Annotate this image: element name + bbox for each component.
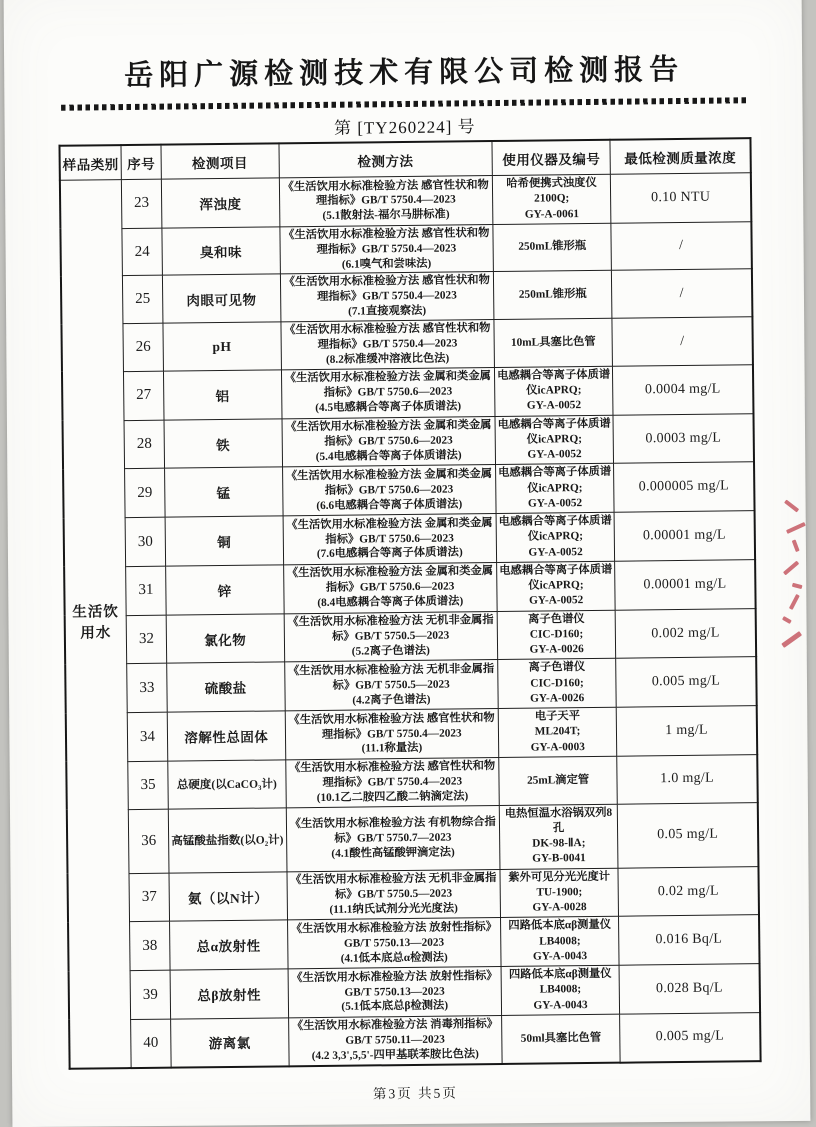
instrument-line: 2100Q; <box>534 192 570 205</box>
instrument-line: 四路低本底αβ测量仪 <box>508 919 612 933</box>
method-clause: (6.6电感耦合等离子体质谱法) <box>316 498 463 512</box>
instrument-cell <box>495 415 614 465</box>
instrument-line: GY-A-0061 <box>524 207 580 221</box>
instrument-line: 电感耦合等离子体质谱 <box>499 563 613 577</box>
instrument-line: ML204T; <box>534 725 581 739</box>
table-row <box>63 462 754 518</box>
column-header-test-item: 检测项目 <box>161 143 279 179</box>
item-cell: 氨（以N计） <box>169 871 287 921</box>
method-clause: (4.1酸性高锰酸钾滴定法) <box>331 846 455 860</box>
method-standard: 《生活饮用水标准检验方法 放射性指标》GB/T 5750.13—2023 <box>291 969 498 999</box>
column-header-instrument: 使用仪器及编号 <box>492 140 611 176</box>
detection-limit-cell: 1 mg/L <box>616 706 757 756</box>
row-number-cell: 40 <box>131 1019 172 1068</box>
instrument-cell <box>500 868 619 918</box>
method-cell <box>281 367 495 418</box>
instrument-line: 电感耦合等离子体质谱 <box>498 514 612 529</box>
instrument-line: GY-A-0026 <box>530 691 585 705</box>
detection-limit-cell: 0.0004 mg/L <box>613 365 754 415</box>
instrument-line: GY-B-0041 <box>532 852 586 866</box>
instrument-line: LB4008; <box>539 983 582 996</box>
row-number-cell: 29 <box>125 469 166 518</box>
method-clause: (5.2离子色谱法) <box>351 644 430 658</box>
item-cell: 铝 <box>164 370 282 420</box>
method-cell <box>280 320 494 370</box>
instrument-cell <box>498 707 617 757</box>
instrument-cell <box>492 174 611 224</box>
method-standard: 《生活饮用水标准检验方法 感官性状和物理指标》GB/T 5750.4—2023 <box>284 322 491 352</box>
instrument-line: CIC-D160; <box>530 676 584 690</box>
row-number-cell: 33 <box>127 664 168 713</box>
row-number-cell: 26 <box>123 323 164 371</box>
detection-limit-cell: / <box>611 221 752 270</box>
instrument-cell <box>493 223 612 272</box>
method-cell <box>288 967 502 1018</box>
item-cell: 肉眼可见物 <box>162 274 280 323</box>
instrument-line: 250mL锥形瓶 <box>518 288 587 301</box>
instrument-line: 50ml具塞比色管 <box>520 1031 602 1045</box>
method-standard: 《生活饮用水标准检验方法 金属和类金属指标》GB/T 5750.6—2023 <box>285 467 493 497</box>
page-footer: 第3页 共5页 <box>372 1085 458 1101</box>
instrument-line: GY-A-0052 <box>527 448 582 461</box>
table-row <box>64 511 755 567</box>
method-cell <box>283 562 497 613</box>
method-clause: (4.5电感耦合等离子体质谱法) <box>315 400 462 415</box>
method-clause: (7.1直接观察法) <box>347 305 427 318</box>
method-standard: 《生活饮用水标准检验方法 感官性状和物理指标》GB/T 5750.4—2023 <box>288 711 495 741</box>
method-standard: 《生活饮用水标准检验方法 金属和类金属指标》GB/T 5750.6—2023 <box>284 370 491 400</box>
item-cell: 游离氯 <box>171 1018 289 1068</box>
report-number: 第 [TY260224] 号 <box>333 117 476 138</box>
instrument-cell <box>494 366 613 416</box>
detection-limit-cell: 1.0 mg/L <box>617 755 758 804</box>
row-number-cell: 23 <box>121 179 162 228</box>
row-number-cell: 36 <box>128 809 169 873</box>
sample-category-cell: 生活饮用水 <box>60 180 131 1069</box>
method-standard: 《生活饮用水标准检验方法 感官性状和物理指标》GB/T 5750.4—2023 <box>283 274 490 304</box>
row-number-cell: 24 <box>122 228 163 276</box>
method-standard: 《生活饮用水标准检验方法 金属和类金属指标》GB/T 5750.6—2023 <box>286 516 493 546</box>
row-number-cell: 32 <box>126 615 167 664</box>
report-content <box>2 0 812 1106</box>
table-row <box>63 413 754 469</box>
table-row <box>64 560 755 616</box>
method-standard: 《生活饮用水标准检验方法 消毒剂指标》GB/T 5750.11—2023 <box>291 1017 499 1047</box>
method-clause: (5.1低本底总β检测法) <box>341 1000 449 1014</box>
method-cell <box>288 1015 502 1066</box>
detection-limit-cell: 0.016 Bq/L <box>619 915 760 965</box>
table-row <box>69 1013 760 1069</box>
detection-limit-cell: 0.005 mg/L <box>620 1013 761 1063</box>
method-clause: (11.1纳氏试剂分光光度法) <box>329 902 458 916</box>
instrument-line: 电感耦合等离子体质谱 <box>498 466 612 480</box>
instrument-line: 四路低本底αβ测量仪 <box>508 967 612 982</box>
instrument-line: 电子天平 <box>534 710 581 723</box>
item-cell: 硫酸盐 <box>167 662 285 712</box>
table-row <box>62 365 753 421</box>
row-number-cell: 31 <box>126 566 167 615</box>
detection-limit-cell: 0.10 NTU <box>611 173 752 223</box>
detection-limit-cell: 0.00001 mg/L <box>614 511 755 561</box>
instrument-cell <box>496 512 615 562</box>
instrument-line: GY-A-0003 <box>530 740 585 754</box>
instrument-cell <box>502 1014 621 1064</box>
instrument-line: 电感耦合等离子体质谱 <box>497 417 611 431</box>
row-number-cell: 25 <box>122 276 163 324</box>
instrument-line: LB4008; <box>539 934 581 948</box>
instrument-line: DK-98-ⅡA; <box>532 837 586 850</box>
instrument-line: GY-A-0026 <box>529 643 584 656</box>
instrument-line: 电感耦合等离子体质谱 <box>497 368 611 382</box>
instrument-line: 250mL锥形瓶 <box>518 240 587 254</box>
row-number-cell: 38 <box>130 922 171 971</box>
method-cell <box>285 757 499 807</box>
instrument-line: GY-A-0028 <box>532 901 587 914</box>
method-clause: (5.1散射法-福尔马肼标准) <box>322 208 450 223</box>
table-body <box>60 173 761 1069</box>
method-clause: (4.2离子色谱法) <box>352 693 431 707</box>
instrument-line: 离子色谱仪 <box>528 612 585 626</box>
table-row <box>60 173 751 229</box>
table-row <box>68 915 759 971</box>
detection-limit-cell: 0.00001 mg/L <box>615 560 756 610</box>
method-clause: (6.1嗅气和尝味法) <box>341 257 432 271</box>
method-cell <box>284 611 498 662</box>
instrument-cell <box>501 965 620 1015</box>
instrument-line: 紫外可见分光光度计 <box>508 870 611 884</box>
table-row <box>61 317 752 372</box>
method-clause: (4.2 3,3',5,5'-四甲基联苯胺比色法) <box>311 1047 479 1062</box>
method-clause: (7.6电感耦合等离子体质谱法) <box>316 546 463 561</box>
method-standard: 《生活饮用水标准检验方法 有机物综合指标》GB/T 5750.7—2023 <box>289 815 496 845</box>
instrument-cell <box>501 917 620 967</box>
row-number-cell: 37 <box>129 873 170 922</box>
test-table <box>58 137 761 1069</box>
instrument-cell <box>497 610 616 660</box>
method-standard: 《生活饮用水标准检验方法 无机非金属指标》GB/T 5750.5—2023 <box>290 872 497 901</box>
method-standard: 《生活饮用水标准检验方法 放射性指标》GB/T 5750.13—2023 <box>290 920 498 950</box>
instrument-line: TU-1900; <box>536 885 583 899</box>
row-number-cell: 30 <box>125 517 166 566</box>
item-cell: 铜 <box>165 516 283 566</box>
item-cell: 锌 <box>166 565 284 615</box>
item-cell: pH <box>163 322 281 371</box>
instrument-line: 仪icAPRQ; <box>526 432 583 446</box>
column-header-sample-category: 样品类别 <box>59 145 121 180</box>
instrument-cell <box>494 318 613 367</box>
detection-limit-cell: 0.028 Bq/L <box>619 964 760 1014</box>
dotted-divider <box>62 97 748 111</box>
table-row <box>65 608 756 664</box>
instrument-line: 电热恒温水浴锅双列8孔 <box>504 806 613 835</box>
instrument-line: 仪icAPRQ; <box>527 530 584 544</box>
detection-limit-cell: 0.002 mg/L <box>615 608 756 658</box>
instrument-cell <box>499 804 618 869</box>
method-clause: (8.2标准缓冲溶液比色法) <box>325 352 450 366</box>
row-number-cell: 39 <box>130 970 171 1019</box>
detection-limit-cell: 0.02 mg/L <box>618 866 759 916</box>
method-clause: (5.4电感耦合等离子体质谱法) <box>315 449 462 463</box>
instrument-line: 仪icAPRQ; <box>528 579 584 592</box>
method-clause: (11.1称量法) <box>361 742 423 755</box>
instrument-cell <box>498 659 617 709</box>
paper-sheet <box>4 0 811 1127</box>
method-clause: (4.1低本底总α检测法) <box>340 951 448 965</box>
item-cell: 臭和味 <box>162 227 280 276</box>
row-number-cell: 28 <box>124 420 165 469</box>
method-standard: 《生活饮用水标准检验方法 感官性状和物理指标》GB/T 5750.4—2023 <box>283 226 490 256</box>
column-header-serial-no: 序号 <box>121 145 161 180</box>
page-title: 岳阳广源检测技术有限公司检测报告 <box>124 53 685 93</box>
method-cell <box>283 514 497 565</box>
detection-limit-cell: 0.005 mg/L <box>616 657 757 707</box>
row-number-cell: 27 <box>123 371 164 420</box>
table-row <box>66 706 757 762</box>
method-cell <box>287 869 501 920</box>
instrument-line: GY-A-0043 <box>532 949 588 963</box>
method-cell <box>282 416 496 467</box>
method-cell <box>279 224 493 274</box>
instrument-line: 离子色谱仪 <box>528 661 586 675</box>
method-clause: (8.4电感耦合等离子体质谱法) <box>317 595 464 610</box>
column-header-test-method: 检测方法 <box>278 141 492 178</box>
instrument-line: 25mL滴定管 <box>526 773 590 787</box>
instrument-line: GY-A-0052 <box>527 496 583 510</box>
row-number-cell: 35 <box>128 761 169 809</box>
item-cell: 溶解性总固体 <box>167 711 285 761</box>
row-number-cell: 34 <box>127 712 168 761</box>
method-standard: 《生活饮用水标准检验方法 金属和类金属指标》GB/T 5750.6—2023 <box>286 565 494 595</box>
instrument-line: 哈希便携式浊度仪 <box>506 176 597 190</box>
table-row <box>67 866 758 922</box>
instrument-line: GY-A-0052 <box>528 594 584 608</box>
item-cell: 浑浊度 <box>161 178 279 228</box>
method-standard: 《生活饮用水标准检验方法 无机非金属指标》GB/T 5750.5—2023 <box>287 662 495 692</box>
instrument-cell <box>493 271 612 320</box>
instrument-line: 仪icAPRQ; <box>526 384 582 397</box>
detection-limit-cell: / <box>612 317 753 366</box>
table-row <box>60 221 751 276</box>
instrument-line: GY-A-0043 <box>533 998 588 1012</box>
method-clause: (10.1乙二胺四乙酸二钠滴定法) <box>316 790 469 804</box>
column-header-detection-limit: 最低检测质量浓度 <box>610 138 751 174</box>
detection-limit-cell: / <box>612 269 753 318</box>
method-cell <box>287 918 501 969</box>
table-row <box>67 802 759 874</box>
method-cell <box>285 709 499 760</box>
instrument-line: CIC-D160; <box>529 627 584 641</box>
item-cell: 总α放射性 <box>170 920 288 970</box>
instrument-cell <box>496 464 615 514</box>
method-standard: 《生活饮用水标准检验方法 无机非金属指标》GB/T 5750.5—2023 <box>287 614 494 643</box>
method-standard: 《生活饮用水标准检验方法 感官性状和物理指标》GB/T 5750.4—2023 <box>282 178 489 208</box>
table-row <box>61 269 752 324</box>
table-row <box>66 755 757 810</box>
detection-limit-cell: 0.05 mg/L <box>617 802 758 868</box>
item-cell: 锰 <box>165 467 283 517</box>
table-row <box>65 657 756 713</box>
instrument-cell <box>497 561 616 611</box>
instrument-line: GY-A-0052 <box>528 545 583 559</box>
detection-limit-cell: 0.000005 mg/L <box>614 462 755 512</box>
instrument-cell <box>499 756 618 805</box>
method-standard: 《生活饮用水标准检验方法 感官性状和物理指标》GB/T 5750.4—2023 <box>288 759 496 789</box>
instrument-line: 10mL具塞比色管 <box>510 335 596 349</box>
method-cell <box>282 465 496 516</box>
method-cell <box>279 176 493 227</box>
item-cell: 高锰酸盐指数(以O₂计) <box>168 807 286 872</box>
instrument-line: 仪icAPRQ; <box>527 481 583 495</box>
item-cell: 氯化物 <box>166 614 284 664</box>
method-cell <box>280 272 494 322</box>
method-cell <box>284 660 498 711</box>
item-cell: 铁 <box>164 419 282 469</box>
table-row <box>69 964 760 1020</box>
detection-limit-cell: 0.0003 mg/L <box>613 413 754 463</box>
item-cell: 总β放射性 <box>170 969 288 1019</box>
item-cell: 总硬度(以CaCO₃计) <box>168 760 286 809</box>
method-standard: 《生活饮用水标准检验方法 金属和类金属指标》GB/T 5750.6—2023 <box>285 419 492 448</box>
instrument-line: GY-A-0052 <box>526 399 582 413</box>
method-cell <box>286 805 500 871</box>
